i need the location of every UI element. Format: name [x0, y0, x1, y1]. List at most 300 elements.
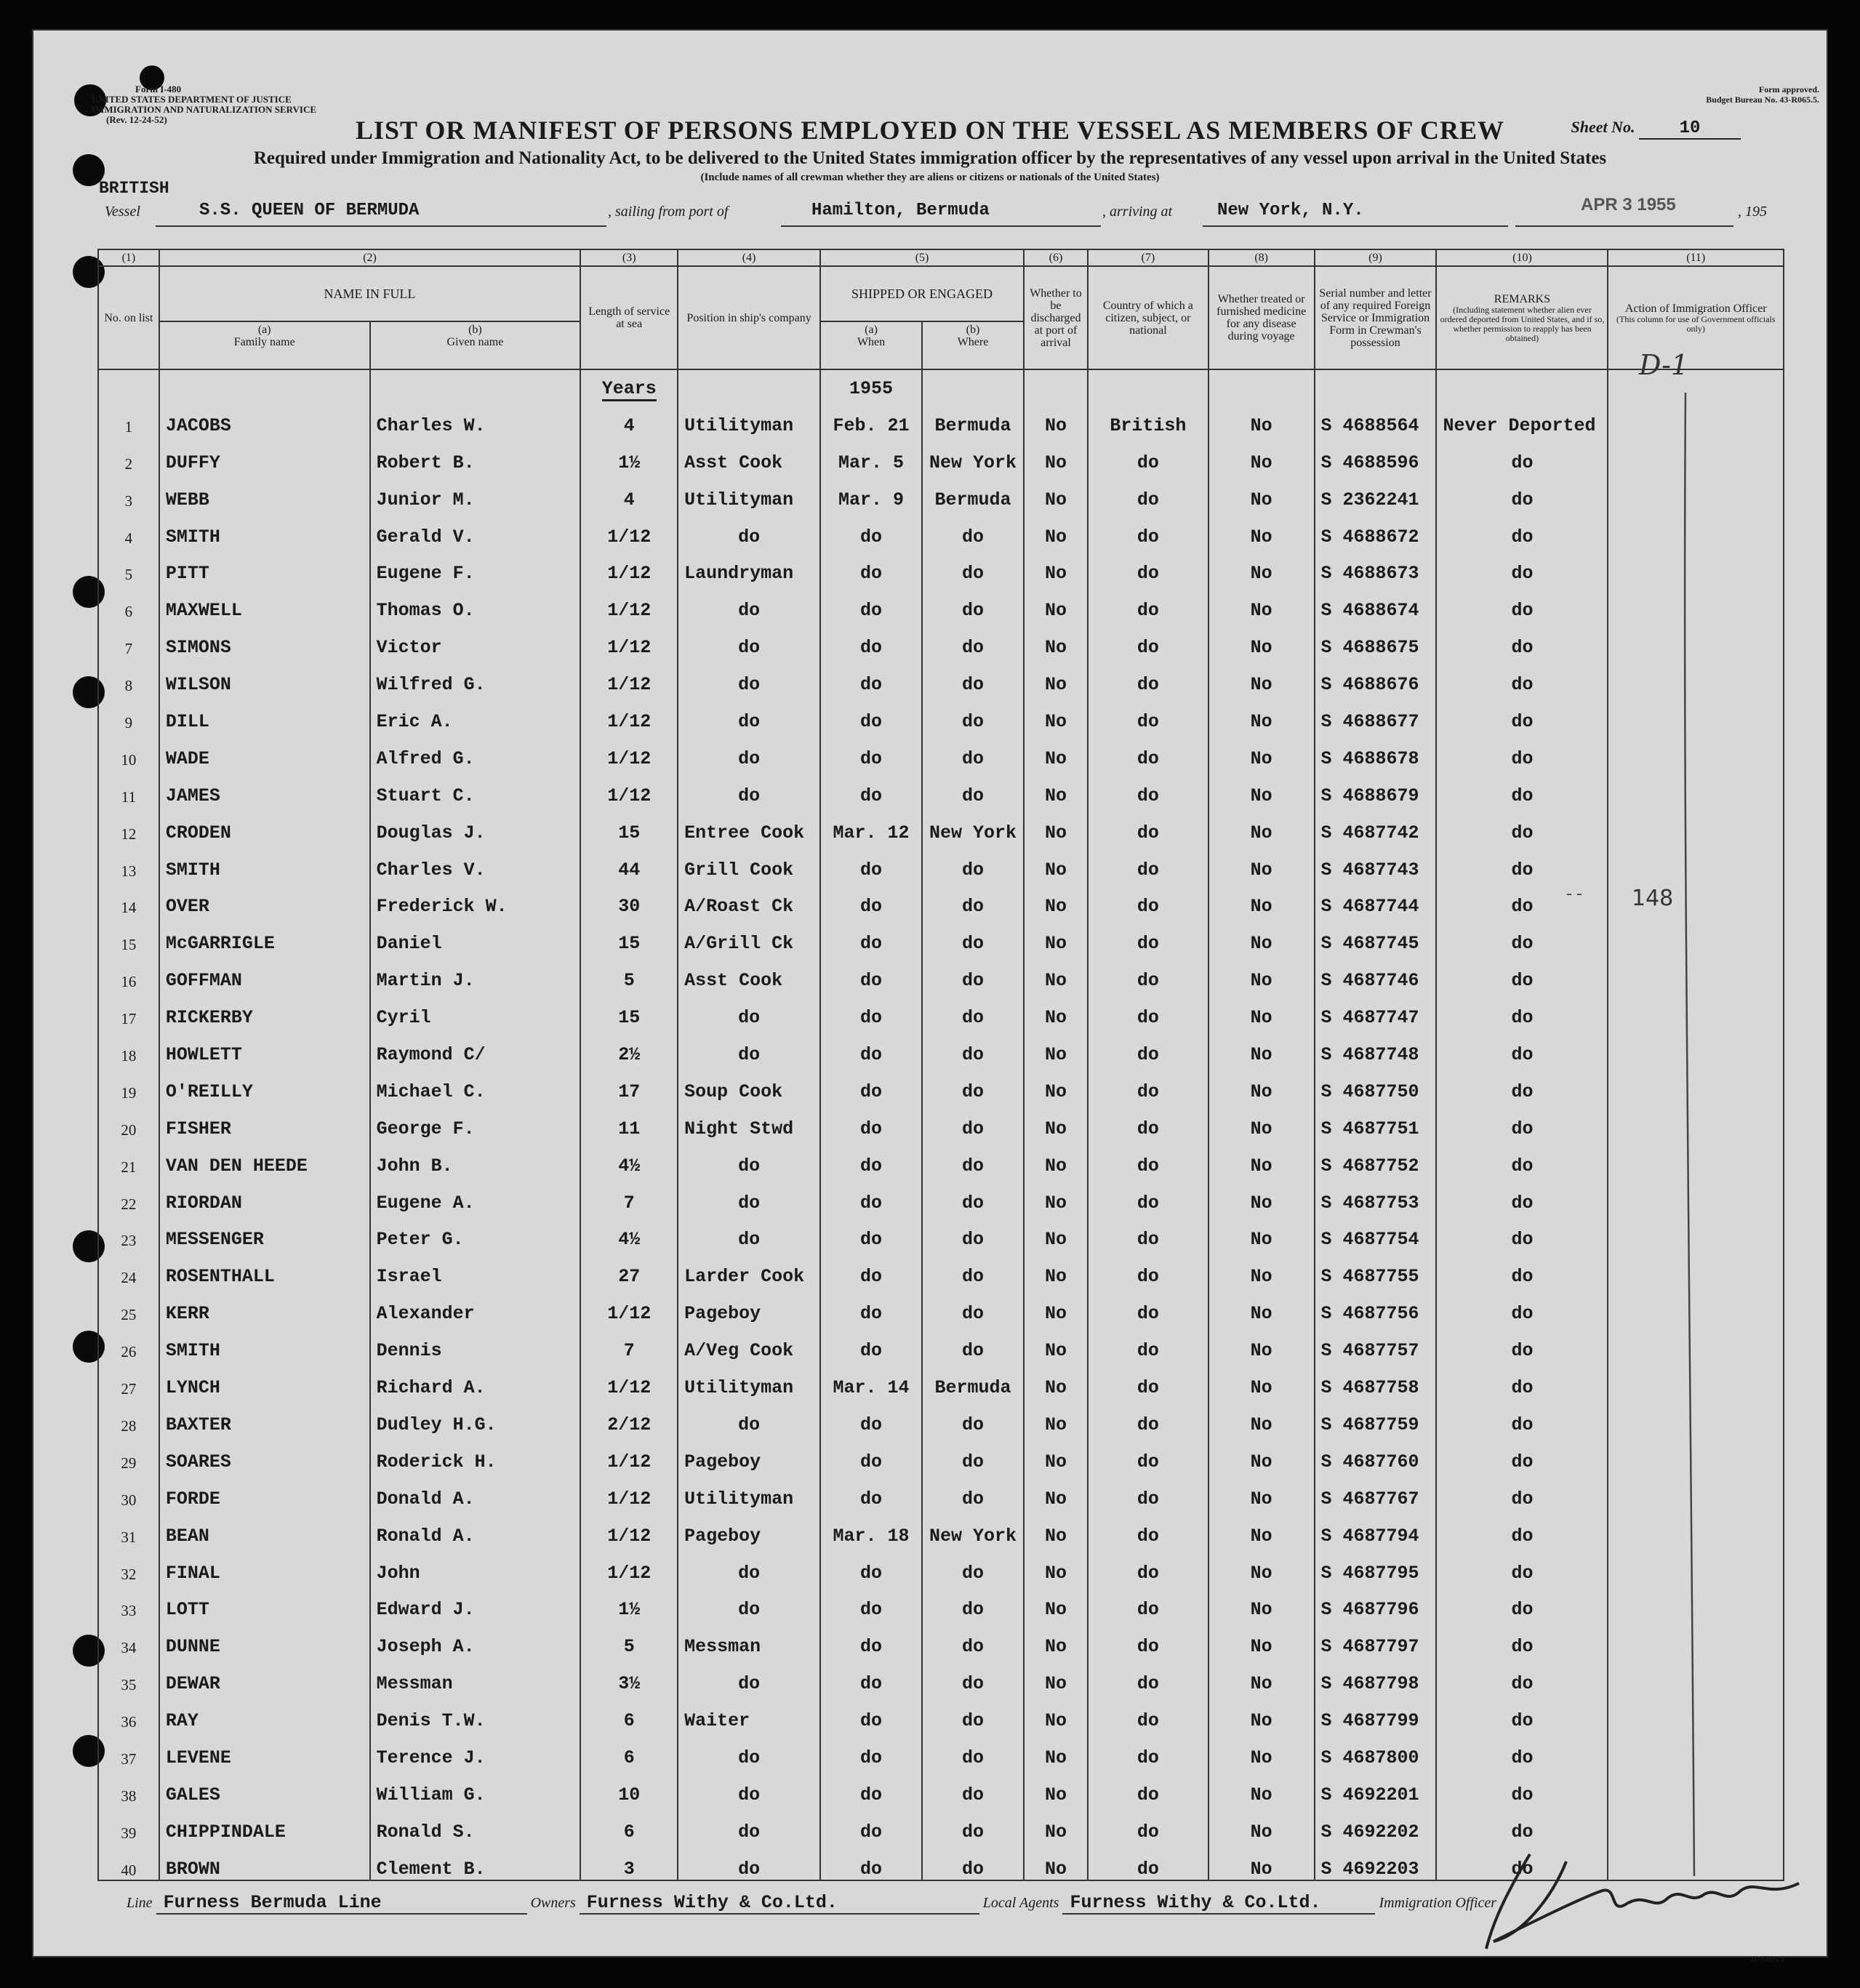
header-country: Country of which a citizen, subject, or national — [1088, 266, 1208, 369]
position: do — [678, 1177, 820, 1214]
header-name-in-full: NAME IN FULL — [159, 266, 580, 321]
handwritten-action-row1: D-1 — [1639, 349, 1689, 381]
header-family — [159, 321, 370, 369]
serial-number: S 4688564 — [1315, 399, 1437, 436]
serial-number: S 4687751 — [1315, 1102, 1437, 1139]
shipped-where: New York — [922, 806, 1024, 843]
country: do — [1088, 917, 1208, 954]
length-of-service: 30 — [580, 881, 678, 918]
shipped-when: do — [820, 695, 922, 732]
table-row — [98, 1177, 1784, 1214]
country: do — [1088, 473, 1208, 510]
shipped-when: do — [820, 1843, 922, 1880]
given-name: Robert B. — [370, 436, 581, 473]
length-of-service: 15 — [580, 917, 678, 954]
given-name: Eric A. — [370, 695, 581, 732]
treated: No — [1208, 881, 1315, 918]
serial-number: S 4687744 — [1315, 881, 1437, 918]
serial-number: S 4687756 — [1315, 1287, 1437, 1324]
treated: No — [1208, 695, 1315, 732]
position: do — [678, 1805, 820, 1843]
treated: No — [1208, 1584, 1315, 1621]
agents-value: Furness Withy & Co.Ltd. — [1062, 1892, 1375, 1915]
treated: No — [1208, 1102, 1315, 1139]
given-name: Charles W. — [370, 399, 581, 436]
shipped-where: do — [922, 658, 1024, 695]
length-of-service: 1/12 — [580, 1361, 678, 1398]
row-number: 17 — [98, 991, 159, 1028]
length-of-service: 5 — [580, 954, 678, 991]
treated: No — [1208, 1250, 1315, 1287]
given-name: Michael C. — [370, 1065, 581, 1102]
remarks: do — [1436, 769, 1608, 806]
family-name: O'REILLY — [159, 1065, 370, 1102]
row-number: 30 — [98, 1472, 159, 1510]
position: do — [678, 658, 820, 695]
country: do — [1088, 1731, 1208, 1768]
serial-number: S 4687742 — [1315, 806, 1437, 843]
row-number: 29 — [98, 1435, 159, 1472]
table-row — [98, 473, 1784, 510]
row-number: 5 — [98, 548, 159, 585]
footer — [127, 1892, 1496, 1915]
units-cell — [370, 369, 581, 399]
remarks: do — [1436, 1177, 1608, 1214]
remarks: do — [1436, 658, 1608, 695]
length-of-service: 1/12 — [580, 621, 678, 658]
serial-number: S 4688675 — [1315, 621, 1437, 658]
family-name: JAMES — [159, 769, 370, 806]
approval-note — [1706, 84, 1819, 105]
table-row — [98, 1510, 1784, 1547]
treated: No — [1208, 1547, 1315, 1584]
remarks: do — [1436, 1843, 1608, 1880]
units-cell — [922, 369, 1024, 399]
action-note: (This column for use of Government officials only) — [1616, 313, 1776, 334]
service-name: IMMIGRATION AND NATURALIZATION SERVICE — [92, 104, 317, 115]
given-name: Thomas O. — [370, 584, 581, 621]
length-of-service: 1/12 — [580, 658, 678, 695]
owners-value: Furness Withy & Co.Ltd. — [580, 1892, 979, 1915]
family-name: FINAL — [159, 1547, 370, 1584]
treated: No — [1208, 658, 1315, 695]
to-be-discharged: No — [1024, 732, 1088, 769]
where-index: (b) — [966, 324, 980, 336]
length-of-service: 6 — [580, 1694, 678, 1731]
shipped-where: do — [922, 732, 1024, 769]
country: do — [1088, 1398, 1208, 1435]
shipped-when: do — [820, 1768, 922, 1805]
shipped-where: do — [922, 584, 1024, 621]
given-name: Junior M. — [370, 473, 581, 510]
table-row — [98, 1102, 1784, 1139]
table-row — [98, 1287, 1784, 1324]
col-num: (7) — [1088, 249, 1208, 266]
position: Pageboy — [678, 1435, 820, 1472]
to-be-discharged: No — [1024, 621, 1088, 658]
table-row — [98, 1731, 1784, 1768]
country: do — [1088, 1361, 1208, 1398]
treated: No — [1208, 510, 1315, 548]
shipped-where: New York — [922, 1510, 1024, 1547]
arrival-underline — [1203, 225, 1508, 227]
length-of-service: 7 — [580, 1177, 678, 1214]
family-name: LEVENE — [159, 1731, 370, 1768]
country: do — [1088, 1214, 1208, 1251]
shipped-when: do — [820, 917, 922, 954]
row-number: 36 — [98, 1694, 159, 1731]
position: Utilityman — [678, 399, 820, 436]
remarks: do — [1436, 1731, 1608, 1768]
family-name: McGARRIGLE — [159, 917, 370, 954]
given-name: Alfred G. — [370, 732, 581, 769]
country: do — [1088, 584, 1208, 621]
length-of-service: 1/12 — [580, 510, 678, 548]
serial-number: S 4687758 — [1315, 1361, 1437, 1398]
country: do — [1088, 732, 1208, 769]
to-be-discharged: No — [1024, 1472, 1088, 1510]
remarks: do — [1436, 1805, 1608, 1843]
shipped-where: do — [922, 917, 1024, 954]
table-row — [98, 1065, 1784, 1102]
handwritten-action-row15: 148 — [1632, 886, 1674, 911]
treated: No — [1208, 1324, 1315, 1361]
page-title: LIST OR MANIFEST OF PERSONS EMPLOYED ON THE VESSEL AS MEMBERS OF CREW — [356, 116, 1504, 145]
treated: No — [1208, 548, 1315, 585]
remarks: do — [1436, 1435, 1608, 1472]
country: do — [1088, 1324, 1208, 1361]
shipped-when: do — [820, 658, 922, 695]
row-number: 37 — [98, 1731, 159, 1768]
shipped-when: do — [820, 1547, 922, 1584]
given-name: Joseph A. — [370, 1620, 581, 1657]
shipped-where: do — [922, 1324, 1024, 1361]
remarks: do — [1436, 1768, 1608, 1805]
header-given — [370, 321, 581, 369]
position: Waiter — [678, 1694, 820, 1731]
given-name: Raymond C/ — [370, 1028, 581, 1065]
col-num: (8) — [1208, 249, 1315, 266]
units-cell — [159, 369, 370, 399]
header-no-on-list: No. on list — [98, 266, 159, 369]
to-be-discharged: No — [1024, 695, 1088, 732]
shipped-when: do — [820, 1065, 922, 1102]
shipped-when: do — [820, 1177, 922, 1214]
col-num: (10) — [1436, 249, 1608, 266]
country: do — [1088, 1287, 1208, 1324]
shipped-when: do — [820, 1102, 922, 1139]
treated: No — [1208, 436, 1315, 473]
table-row — [98, 991, 1784, 1028]
units-row — [98, 369, 1784, 399]
table-row — [98, 1805, 1784, 1843]
serial-number: S 4687797 — [1315, 1620, 1437, 1657]
shipped-where: do — [922, 1584, 1024, 1621]
position: do — [678, 769, 820, 806]
shipped-where: do — [922, 1065, 1024, 1102]
length-of-service: 15 — [580, 991, 678, 1028]
remarks: do — [1436, 1250, 1608, 1287]
shipped-when: do — [820, 584, 922, 621]
family-name: BEAN — [159, 1510, 370, 1547]
shipped-where: do — [922, 881, 1024, 918]
table-row — [98, 1214, 1784, 1251]
family-name: DEWAR — [159, 1657, 370, 1694]
shipped-where: do — [922, 769, 1024, 806]
row-number: 35 — [98, 1657, 159, 1694]
remarks: do — [1436, 1584, 1608, 1621]
remarks: do — [1436, 954, 1608, 991]
to-be-discharged: No — [1024, 806, 1088, 843]
shipped-where: do — [922, 1177, 1024, 1214]
remarks: do — [1436, 1139, 1608, 1177]
row-number: 18 — [98, 1028, 159, 1065]
remarks: do — [1436, 436, 1608, 473]
shipped-where: do — [922, 510, 1024, 548]
serial-number: S 4692202 — [1315, 1805, 1437, 1843]
family-name: GOFFMAN — [159, 954, 370, 991]
given-name: Edward J. — [370, 1584, 581, 1621]
length-of-service: 17 — [580, 1065, 678, 1102]
to-be-discharged: No — [1024, 769, 1088, 806]
header-length: Length of service at sea — [580, 266, 678, 369]
treated: No — [1208, 621, 1315, 658]
given-name: Ronald A. — [370, 1510, 581, 1547]
country: do — [1088, 548, 1208, 585]
shipped-when: do — [820, 1214, 922, 1251]
remarks: do — [1436, 1324, 1608, 1361]
table-row — [98, 1250, 1784, 1287]
country: do — [1088, 843, 1208, 881]
family-name: FORDE — [159, 1472, 370, 1510]
country: do — [1088, 1028, 1208, 1065]
serial-number: S 4688673 — [1315, 548, 1437, 585]
shipped-when: do — [820, 881, 922, 918]
family-name: LYNCH — [159, 1361, 370, 1398]
given-name: Denis T.W. — [370, 1694, 581, 1731]
position: A/Veg Cook — [678, 1324, 820, 1361]
to-be-discharged: No — [1024, 399, 1088, 436]
shipped-where: do — [922, 1472, 1024, 1510]
remarks: do — [1436, 1102, 1608, 1139]
when-index: (a) — [865, 324, 878, 336]
row-number: 16 — [98, 954, 159, 991]
shipped-when: do — [820, 621, 922, 658]
given-index: (b) — [468, 324, 482, 336]
shipped-when: do — [820, 991, 922, 1028]
col-num: (4) — [678, 249, 820, 266]
treated: No — [1208, 732, 1315, 769]
country: do — [1088, 1768, 1208, 1805]
position: Messman — [678, 1620, 820, 1657]
action-title: Action of Immigration Officer — [1624, 302, 1767, 315]
sheet-number — [1571, 118, 1741, 140]
country: do — [1088, 1139, 1208, 1177]
given-name: Daniel — [370, 917, 581, 954]
given-name: Terence J. — [370, 1731, 581, 1768]
shipped-where: do — [922, 1657, 1024, 1694]
length-of-service: 1/12 — [580, 732, 678, 769]
family-name: OVER — [159, 881, 370, 918]
given-name: Alexander — [370, 1287, 581, 1324]
table-row — [98, 732, 1784, 769]
row-number: 7 — [98, 621, 159, 658]
shipped-where: do — [922, 1694, 1024, 1731]
table-row — [98, 658, 1784, 695]
length-of-service: 4 — [580, 399, 678, 436]
shipped-when: do — [820, 1694, 922, 1731]
table-row — [98, 1435, 1784, 1472]
row-number: 25 — [98, 1287, 159, 1324]
table-row — [98, 1694, 1784, 1731]
row-number: 27 — [98, 1361, 159, 1398]
shipped-when: do — [820, 1731, 922, 1768]
departure-port: Hamilton, Bermuda — [811, 201, 990, 220]
shipped-where: do — [922, 1843, 1024, 1880]
shipped-where: do — [922, 1435, 1024, 1472]
remarks: do — [1436, 806, 1608, 843]
line-label: Line — [127, 1895, 153, 1911]
family-name: SOARES — [159, 1435, 370, 1472]
remarks: Never Deported — [1436, 399, 1608, 436]
table-row — [98, 1472, 1784, 1510]
sheet-value: 10 — [1639, 119, 1741, 140]
table-row — [98, 1547, 1784, 1584]
row-number: 14 — [98, 881, 159, 918]
to-be-discharged: No — [1024, 1843, 1088, 1880]
shipped-where: do — [922, 1102, 1024, 1139]
treated: No — [1208, 1214, 1315, 1251]
given-name: Donald A. — [370, 1472, 581, 1510]
serial-number: S 4687759 — [1315, 1398, 1437, 1435]
position: do — [678, 1584, 820, 1621]
manifest-sheet — [32, 29, 1828, 1964]
position: do — [678, 1547, 820, 1584]
row-number: 28 — [98, 1398, 159, 1435]
handwritten-pen-line — [1661, 385, 1704, 1883]
shipped-where: do — [922, 1139, 1024, 1177]
length-of-service: 1/12 — [580, 695, 678, 732]
treated: No — [1208, 1620, 1315, 1657]
shipped-when: do — [820, 548, 922, 585]
row-number: 9 — [98, 695, 159, 732]
given-name: Eugene F. — [370, 548, 581, 585]
position: do — [678, 1657, 820, 1694]
serial-number: S 4687747 — [1315, 991, 1437, 1028]
agents-label: Local Agents — [982, 1895, 1059, 1911]
family-name: BAXTER — [159, 1398, 370, 1435]
country: do — [1088, 1177, 1208, 1214]
to-be-discharged: No — [1024, 1768, 1088, 1805]
date-underline — [1515, 225, 1733, 227]
treated: No — [1208, 1065, 1315, 1102]
header-position: Position in ship's company — [678, 266, 820, 369]
shipped-when: do — [820, 1584, 922, 1621]
table-row — [98, 1361, 1784, 1398]
given-name: Richard A. — [370, 1361, 581, 1398]
treated: No — [1208, 1028, 1315, 1065]
remarks: do — [1436, 1398, 1608, 1435]
country: do — [1088, 806, 1208, 843]
officer-signature — [1479, 1847, 1828, 1956]
remarks: do — [1436, 1361, 1608, 1398]
remarks: do — [1436, 1620, 1608, 1657]
treated: No — [1208, 1472, 1315, 1510]
to-be-discharged: No — [1024, 1361, 1088, 1398]
serial-number: S 4688676 — [1315, 658, 1437, 695]
shipped-when: do — [820, 1398, 922, 1435]
table-row — [98, 399, 1784, 436]
row-number: 2 — [98, 436, 159, 473]
country: do — [1088, 881, 1208, 918]
shipped-where: do — [922, 1620, 1024, 1657]
country: do — [1088, 1472, 1208, 1510]
remarks: do — [1436, 1510, 1608, 1547]
shipped-where: do — [922, 843, 1024, 881]
shipped-when: Mar. 18 — [820, 1510, 922, 1547]
family-name: WADE — [159, 732, 370, 769]
owners-label: Owners — [530, 1895, 576, 1911]
to-be-discharged: No — [1024, 1287, 1088, 1324]
treated: No — [1208, 1177, 1315, 1214]
country: do — [1088, 1805, 1208, 1843]
treated: No — [1208, 991, 1315, 1028]
to-be-discharged: No — [1024, 954, 1088, 991]
length-of-service: 6 — [580, 1731, 678, 1768]
treated: No — [1208, 1435, 1315, 1472]
given-name: Gerald V. — [370, 510, 581, 548]
year-suffix: , 195 — [1738, 204, 1767, 220]
to-be-discharged: No — [1024, 917, 1088, 954]
shipped-where: Bermuda — [922, 399, 1024, 436]
shipped-where: do — [922, 621, 1024, 658]
family-index: (a) — [257, 324, 271, 336]
remarks: do — [1436, 1547, 1608, 1584]
table-row — [98, 548, 1784, 585]
budget-bureau-line: Budget Bureau No. 43-R065.5. — [1706, 95, 1819, 105]
position: do — [678, 1398, 820, 1435]
row-number: 23 — [98, 1214, 159, 1251]
length-of-service: 44 — [580, 843, 678, 881]
serial-number: S 4688677 — [1315, 695, 1437, 732]
length-of-service: 3 — [580, 1843, 678, 1880]
row-number: 21 — [98, 1139, 159, 1177]
treated: No — [1208, 769, 1315, 806]
table-row — [98, 881, 1784, 918]
shipped-where: do — [922, 991, 1024, 1028]
treated: No — [1208, 1768, 1315, 1805]
col-num: (11) — [1608, 249, 1784, 266]
position: Soup Cook — [678, 1065, 820, 1102]
family-name: CRODEN — [159, 806, 370, 843]
serial-number: S 2362241 — [1315, 473, 1437, 510]
position: Asst Cook — [678, 436, 820, 473]
position: Utilityman — [678, 1472, 820, 1510]
position: do — [678, 695, 820, 732]
table-row — [98, 510, 1784, 548]
given-name: Martin J. — [370, 954, 581, 991]
shipped-where: do — [922, 1214, 1024, 1251]
length-of-service: 11 — [580, 1102, 678, 1139]
serial-number: S 4687754 — [1315, 1214, 1437, 1251]
shipped-where: do — [922, 695, 1024, 732]
to-be-discharged: No — [1024, 991, 1088, 1028]
shipped-when: do — [820, 1028, 922, 1065]
family-name: MAXWELL — [159, 584, 370, 621]
shipped-where: New York — [922, 436, 1024, 473]
family-name: SMITH — [159, 1324, 370, 1361]
remarks: do — [1436, 584, 1608, 621]
